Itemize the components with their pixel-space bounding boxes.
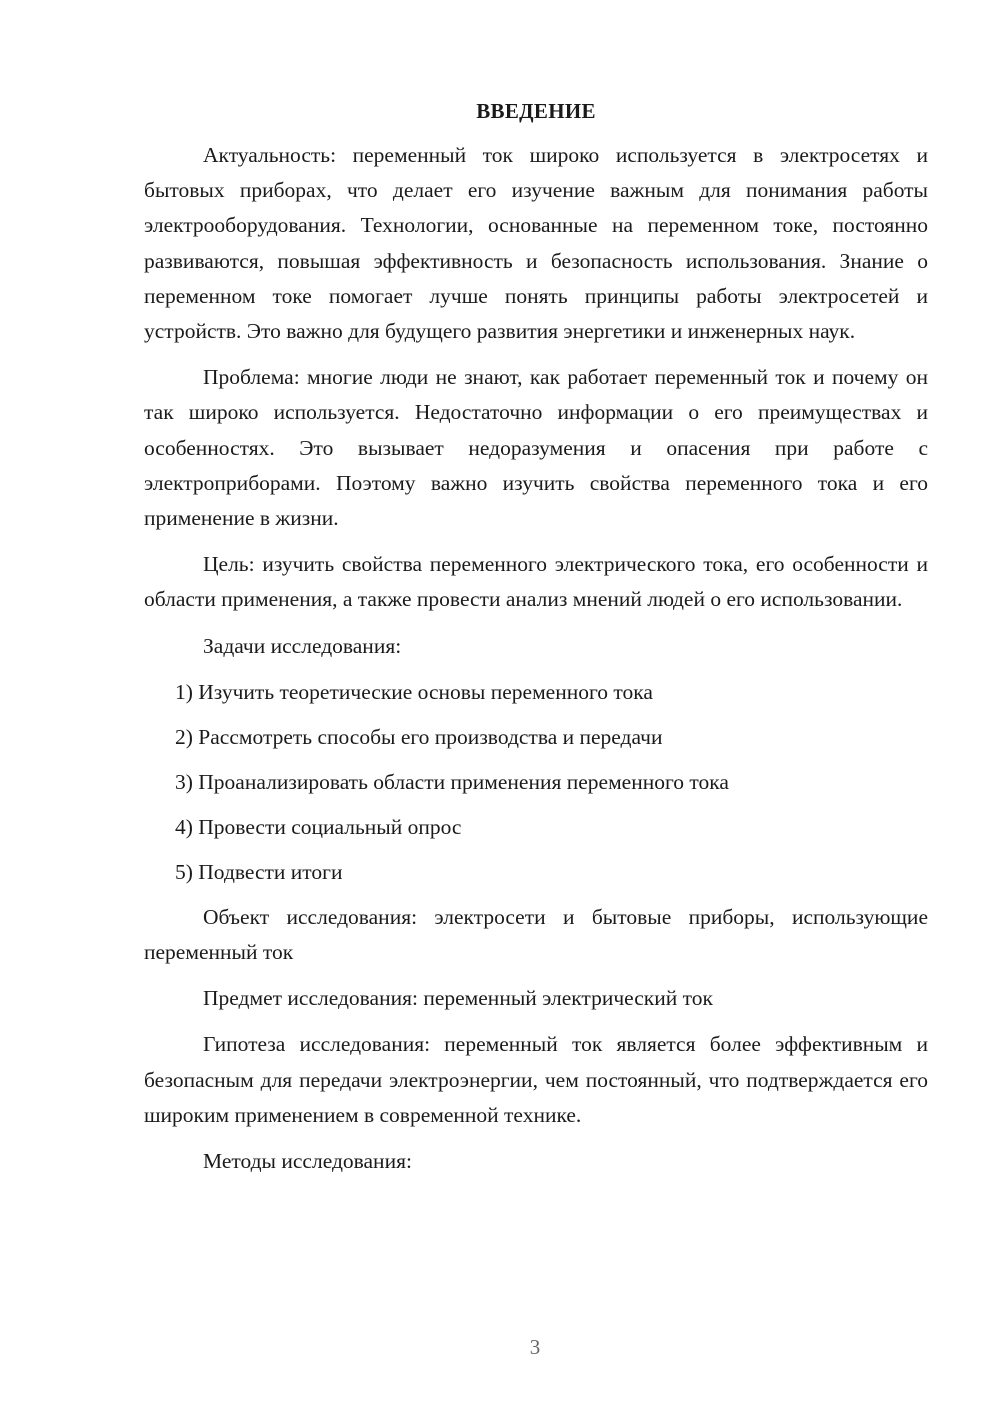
- task-item: 3) Проанализировать области применения переменного тока: [175, 769, 729, 794]
- object-paragraph: Объект исследования: электросети и бытовые приборы, использующие переменный ток: [144, 904, 928, 965]
- hypothesis-paragraph: Гипотеза исследования: переменный ток является более эффективным и безопасным для передачи электроэнергии, чем постоянный, что подтверждается его широким применением в современной технике.: [144, 1032, 928, 1127]
- task-item: 4) Провести социальный опрос: [175, 814, 462, 839]
- methods-heading: Методы исследования:: [203, 1149, 412, 1174]
- relevance-paragraph: Актуальность: переменный ток широко используется в электросетях и бытовых приборах, что делает его изучение важным для понимания работы электрооборудования. Технологии, основанные на переменном токе, постоянно развиваются, повышая эффективность и безопасность использования. Знание о переменном токе помогает лучше понять принципы работы электросетей и устройств. Это важно для будущего развития энергетики и инженерных наук.: [144, 143, 928, 344]
- problem-paragraph: Проблема: многие люди не знают, как работает переменный ток и почему он так широко используется. Недостаточно информации о его преимуществах и особенностях. Это вызывает недоразумения и опасения при работе с электроприборами. Поэтому важно изучить свойства переменного тока и его применение в жизни.: [144, 365, 928, 531]
- tasks-heading: Задачи исследования:: [203, 633, 402, 658]
- task-item: 5) Подвести итоги: [175, 859, 343, 884]
- section-title: ВВЕДЕНИЕ: [476, 99, 596, 123]
- task-item: 1) Изучить теоретические основы переменного тока: [175, 679, 653, 704]
- page-content: [144, 96, 928, 1190]
- tasks-list: [144, 675, 928, 889]
- goal-paragraph: Цель: изучить свойства переменного электрического тока, его особенности и области применения, а также провести анализ мнений людей о его использовании.: [144, 552, 928, 612]
- page-number: 3: [529, 1335, 541, 1359]
- task-item: 2) Рассмотреть способы его производства и передачи: [175, 724, 663, 749]
- subject-paragraph: Предмет исследования: переменный электрический ток: [203, 986, 713, 1011]
